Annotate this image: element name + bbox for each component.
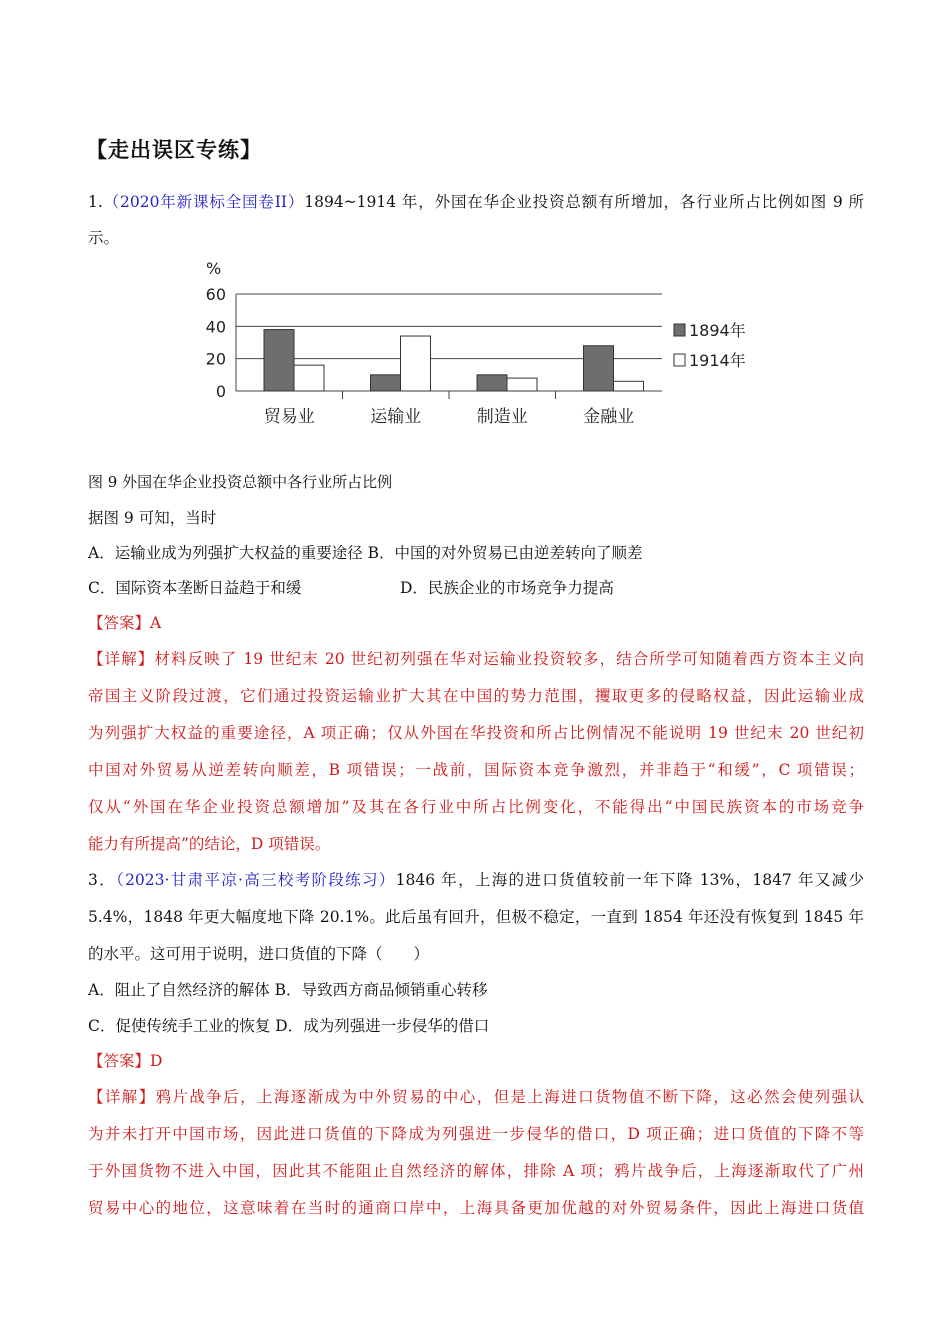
bar-1894年-金融业 — [584, 346, 614, 391]
q3-answer-label: 【答案】 — [88, 1052, 151, 1070]
y-tick-label: 20 — [205, 349, 226, 369]
q3-stem-line2: 5.4%，1848 年更大幅度地下降 20.1%。此后虽有回升，但极不稳定，一直到 1854 年还没有恢复到 1845 年 — [88, 908, 864, 926]
q3-stem-line3: 的水平。这可用于说明，进口货值的下降（ ） — [88, 945, 430, 963]
section-title: 【走出误区专练】 — [86, 138, 262, 162]
q1-explain-line: 【详解】材料反映了 19 世纪末 20 世纪初列强在华对运输业投资较多，结合所学可知随着西方资本主义向 — [88, 650, 864, 668]
q1-answer-label: 【答案】 — [88, 614, 151, 632]
q3-explain-line: 为并未打开中国市场，因此进口货值的下降成为列强进一步侵华的借口，D 项正确；进口货值的下降不等 — [88, 1125, 864, 1143]
bar-1914年-金融业 — [614, 381, 644, 391]
q3-answer-value: D — [150, 1052, 163, 1070]
q3-answer — [88, 1049, 162, 1071]
bar-1894年-贸易业 — [264, 330, 294, 391]
legend-swatch — [674, 324, 685, 336]
bar-1894年-制造业 — [477, 375, 507, 391]
q3-explain-line: 于外国货物不进入中国，因此其不能阻止自然经济的解体，排除 A 项；鸦片战争后，上海逐渐取代了广州 — [88, 1162, 864, 1180]
category-label: 运输业 — [370, 407, 422, 427]
q1-explain-line: 中国对外贸易从逆差转向顺差，B 项错误；一战前，国际资本竞争激烈，并非趋于“和缓”，C 项错误； — [88, 761, 864, 779]
bar-1914年-贸易业 — [294, 365, 324, 391]
q1-explain-line: 能力有所提高”的结论，D 项错误。 — [88, 835, 331, 853]
q1-options-ab — [88, 541, 643, 563]
legend-label: 1914年 — [689, 351, 746, 370]
q3-stem-text: 1846 年，上海的进口货值较前一年下降 13%，1847 年又减少 — [395, 871, 864, 889]
q1-stem-line2: 示。 — [88, 229, 120, 247]
q1-explain-label: 【详解】 — [88, 650, 155, 668]
q1-answer — [88, 611, 161, 633]
chart-y-axis-label: % — [206, 259, 222, 278]
y-tick-label: 0 — [215, 382, 226, 401]
y-tick-label: 60 — [205, 285, 226, 304]
q3-explain-label: 【详解】 — [88, 1088, 156, 1106]
q1-number: 1. — [88, 193, 103, 211]
q1-explain-line: 帝国主义阶段过渡，它们通过投资运输业扩大其在中国的势力范围，攫取更多的侵略权益，因此运输业成 — [88, 687, 864, 705]
chart-legend — [674, 321, 746, 370]
chart-category-labels — [264, 407, 635, 427]
legend-swatch — [674, 354, 685, 366]
q3-source: （2023·甘肃平凉·高三校考阶段练习） — [116, 871, 396, 889]
q3-explain-line: 【详解】鸦片战争后，上海逐渐成为中外贸易的中心，但是上海进口货物值不断下降，这必然会使列强认 — [88, 1088, 864, 1106]
q3-explain-line: 贸易中心的地位，这意味着在当时的通商口岸中，上海具备更加优越的对外贸易条件，因此上海进口货值 — [88, 1199, 864, 1217]
q1-option-a: A．运输业成为列强扩大权益的重要途径 — [88, 544, 363, 562]
y-tick-label: 40 — [205, 317, 226, 337]
q1-stem-line1 — [88, 190, 864, 212]
chart-y-ticks — [206, 285, 226, 401]
q1-stem-text: 1894~1914 年，外国在华企业投资总额有所增加，各行业所占比例如图 9 所 — [304, 193, 864, 211]
category-label: 贸易业 — [263, 407, 315, 427]
q1-prompt: 据图 9 可知，当时 — [88, 509, 217, 527]
chart-bars — [264, 330, 644, 391]
q3-options-cd: C．促使传统手工业的恢复 D．成为列强进一步侵华的借口 — [88, 1017, 490, 1035]
bar-chart — [196, 254, 756, 434]
q1-option-b: B．中国的对外贸易已由逆差转向了顺差 — [367, 544, 643, 562]
legend-label: 1894年 — [689, 321, 746, 340]
q1-option-d: D．民族企业的市场竞争力提高 — [400, 579, 614, 597]
q1-answer-value: A — [150, 614, 162, 632]
q3-options-ab: A．阻止了自然经济的解体 B．导致西方商品倾销重心转移 — [88, 981, 488, 999]
bar-1914年-制造业 — [507, 378, 537, 391]
category-label: 金融业 — [583, 407, 635, 427]
q3-number: 3． — [88, 871, 116, 889]
q1-option-c: C．国际资本垄断日益趋于和缓 — [88, 579, 302, 597]
bar-1894年-运输业 — [371, 375, 401, 391]
bar-1914年-运输业 — [401, 336, 431, 391]
category-label: 制造业 — [476, 407, 528, 427]
q3-stem-line1 — [88, 868, 864, 890]
q1-source: （2020年新课标全国卷II） — [102, 193, 305, 211]
q1-explain-line: 仅从“外国在华企业投资总额增加”及其在各行业中所占比例变化，不能得出“中国民族资本的市场竞争 — [88, 798, 864, 816]
q1-figure-caption: 图 9 外国在华企业投资总额中各行业所占比例 — [88, 473, 393, 491]
q1-explain-line: 为列强扩大权益的重要途径，A 项正确；仅从外国在华投资和所占比例情况不能说明 19 世纪末 20 世纪初 — [88, 724, 864, 742]
